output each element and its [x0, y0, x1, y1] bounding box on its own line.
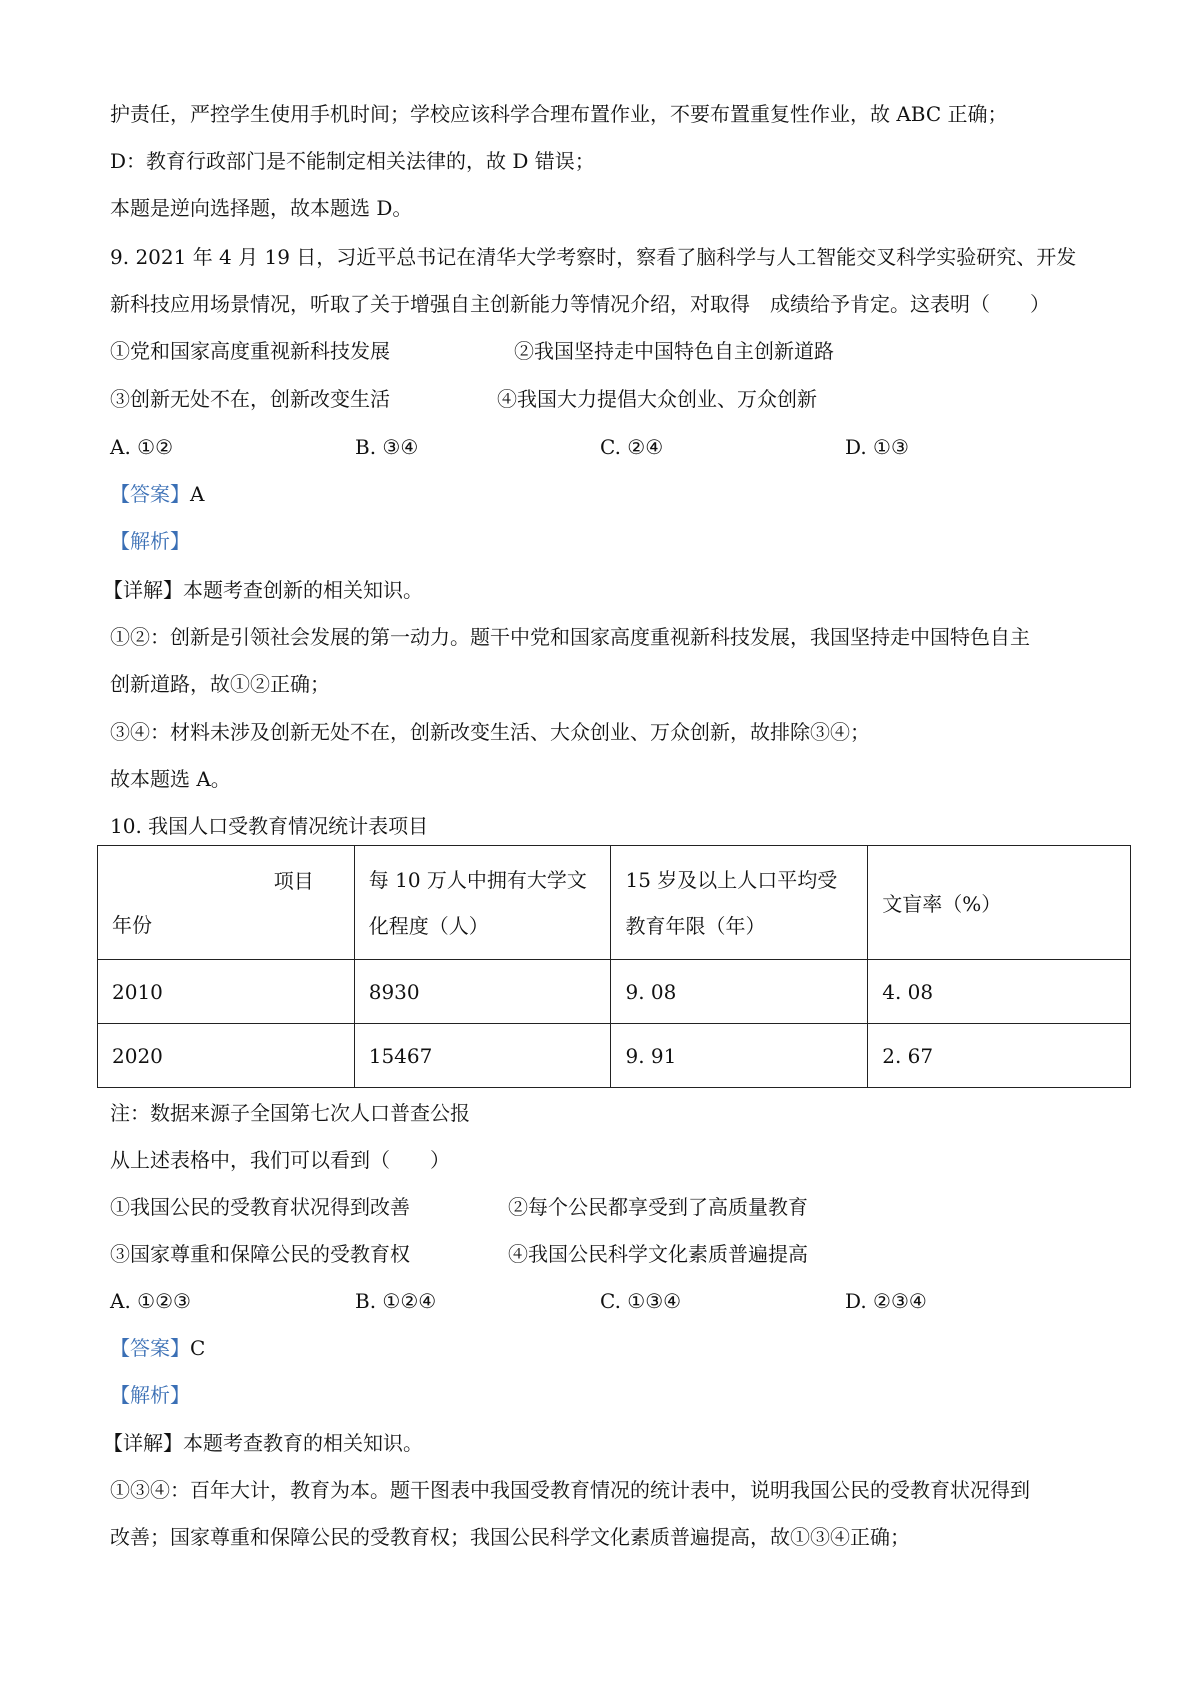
q9-item-2: ②我国坚持走中国特色自主创新道路	[514, 339, 834, 363]
q10-option-d: D. ②③④	[845, 1289, 927, 1313]
q9-item-3: ③创新无处不在，创新改变生活	[110, 387, 390, 411]
q10-explanation: 改善；国家尊重和保障公民的受教育权；我国公民科学文化素质普遍提高，故①③④正确；	[110, 1525, 910, 1549]
table-corner-cell	[98, 846, 355, 960]
text-line: D：教育行政部门是不能制定相关法律的，故 D 错误；	[110, 149, 595, 173]
q9-option-a: A. ①②	[110, 435, 174, 459]
table-cell: 9. 08	[611, 960, 868, 1024]
table-header-cell: 15 岁及以上人口平均受 教育年限（年）	[611, 846, 868, 960]
q10-item-3: ③国家尊重和保障公民的受教育权	[110, 1242, 410, 1266]
answer-value: C	[190, 1336, 206, 1360]
table-cell: 9. 91	[611, 1024, 868, 1088]
q9-explanation: 创新道路，故①②正确；	[110, 672, 330, 696]
text-line: 护责任，严控学生使用手机时间；学校应该科学合理布置作业，不要布置重复性作业，故 ABC 正确；	[110, 102, 1008, 126]
question-10-title: 10. 我国人口受教育情况统计表项目	[110, 814, 429, 838]
q9-explanation: 故本题选 A。	[110, 767, 231, 791]
q10-item-2: ②每个公民都享受到了高质量教育	[508, 1195, 808, 1219]
question-9-stem: 新科技应用场景情况，听取了关于增强自主创新能力等情况介绍，对取得 成绩给予肯定。这表明（ ）	[110, 292, 1050, 316]
q9-item-4: ④我国大力提倡大众创业、万众创新	[497, 387, 817, 411]
q10-explanation: ①③④：百年大计，教育为本。题干图表中我国受教育情况的统计表中，说明我国公民的受教育状况得到	[110, 1478, 1030, 1502]
q9-detail: 【详解】本题考查创新的相关知识。	[103, 578, 423, 602]
table-header-cell: 文盲率（%）	[868, 846, 1131, 960]
answer-tag: 【答案】	[110, 482, 190, 506]
table-cell: 2020	[98, 1024, 355, 1088]
q10-detail: 【详解】本题考查教育的相关知识。	[103, 1431, 423, 1455]
table-cell: 8930	[354, 960, 611, 1024]
question-9-stem: 9. 2021 年 4 月 19 日，习近平总书记在清华大学考察时，察看了脑科学与人工智能交叉科学实验研究、开发	[110, 245, 1077, 269]
table-cell: 15467	[354, 1024, 611, 1088]
corner-label-item: 项目	[273, 868, 314, 893]
q10-analysis-tag: 【解析】	[110, 1383, 190, 1407]
q10-option-a: A. ①②③	[110, 1289, 191, 1313]
q10-item-1: ①我国公民的受教育状况得到改善	[110, 1195, 410, 1219]
table-row	[98, 1024, 1131, 1088]
table-cell: 4. 08	[868, 960, 1131, 1024]
q9-explanation: ①②：创新是引领社会发展的第一动力。题干中党和国家高度重视新科技发展，我国坚持走中国特色自主	[110, 625, 1030, 649]
text-line: 本题是逆向选择题，故本题选 D。	[110, 196, 413, 220]
q10-option-b: B. ①②④	[355, 1289, 437, 1313]
table-cell: 2. 67	[868, 1024, 1131, 1088]
table-row	[98, 960, 1131, 1024]
q9-analysis-tag: 【解析】	[110, 529, 190, 553]
corner-label-year: 年份	[112, 912, 152, 937]
table-note: 注：数据来源子全国第七次人口普查公报	[110, 1101, 470, 1125]
table-header-cell: 每 10 万人中拥有大学文 化程度（人）	[354, 846, 611, 960]
answer-tag: 【答案】	[110, 1336, 190, 1360]
question-10-stem: 从上述表格中，我们可以看到（ ）	[110, 1148, 450, 1172]
answer-value: A	[190, 482, 205, 506]
q9-option-d: D. ①③	[845, 435, 909, 459]
q10-option-c: C. ①③④	[600, 1289, 682, 1313]
q9-option-b: B. ③④	[355, 435, 419, 459]
q9-option-c: C. ②④	[600, 435, 664, 459]
education-stats-table	[97, 845, 1131, 1088]
table-cell: 2010	[98, 960, 355, 1024]
q9-explanation: ③④：材料未涉及创新无处不在，创新改变生活、大众创业、万众创新，故排除③④；	[110, 720, 870, 744]
q9-item-1: ①党和国家高度重视新科技发展	[110, 339, 390, 363]
q10-answer	[110, 1334, 205, 1362]
table-header-row	[98, 846, 1131, 960]
q10-item-4: ④我国公民科学文化素质普遍提高	[508, 1242, 808, 1266]
q9-answer	[110, 480, 204, 508]
